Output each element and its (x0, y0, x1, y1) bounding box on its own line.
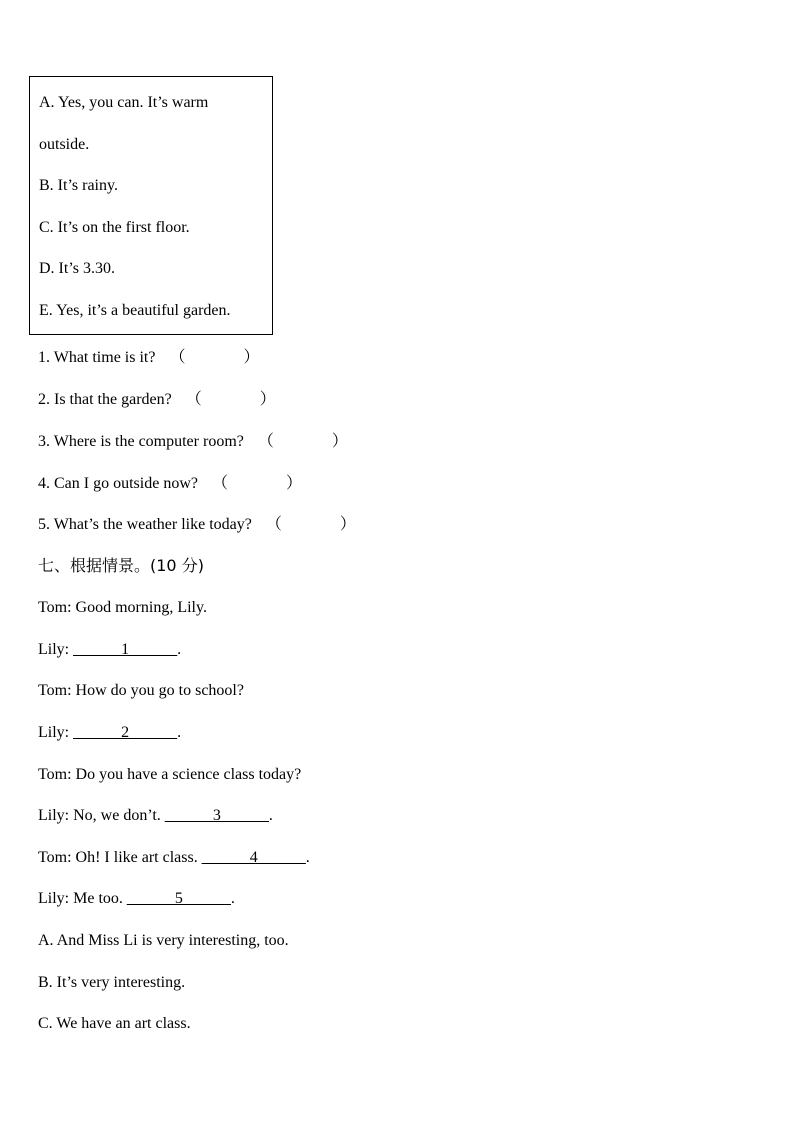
answer-paren-open: （ (265, 516, 282, 533)
speaker: Lily: (38, 890, 70, 907)
dialogue-line-8 (38, 889, 235, 909)
option-c: C. It’s on the first floor. (39, 219, 190, 236)
answer-paren-close: ） (331, 433, 348, 450)
answer-blank-5[interactable]: ______5______ (126, 890, 231, 907)
question-text: 2. Is that the garden? (38, 391, 172, 408)
speaker: Lily: (38, 807, 70, 824)
sentence-end: . (177, 641, 182, 658)
answer-paren-open: （ (211, 475, 228, 492)
option-a-line1: A. Yes, you can. It’s warm (39, 94, 209, 111)
answer-paren-close: ） (339, 516, 356, 533)
dialogue-line-6 (38, 806, 273, 826)
answer-blank-3[interactable]: ______3______ (164, 807, 269, 824)
option-b: B. It’s rainy. (39, 177, 118, 194)
speaker: Tom: (38, 599, 72, 616)
answer-paren-open: （ (257, 433, 274, 450)
dialogue-text: Good morning, Lily. (75, 599, 207, 616)
options-box (29, 76, 273, 335)
answer-option-a: A. And Miss Li is very interesting, too. (38, 932, 289, 949)
option-a-line2: outside. (39, 136, 90, 153)
option-d: D. It’s 3.30. (39, 260, 115, 277)
question-3 (38, 432, 348, 452)
answer-option-c: C. We have an art class. (38, 1015, 191, 1032)
dialogue-text: No, we don’t. (73, 807, 165, 824)
question-5 (38, 515, 356, 535)
section-heading: 七、根据情景。(10 分) (38, 556, 204, 575)
answer-blank-1[interactable]: ______1______ (73, 641, 178, 658)
sentence-end: . (230, 890, 235, 907)
speaker: Tom: (38, 682, 72, 699)
dialogue-line-3 (38, 681, 244, 701)
answer-blank-4[interactable]: ______4______ (201, 849, 306, 866)
question-text: 1. What time is it? (38, 349, 156, 366)
speaker: Tom: (38, 766, 72, 783)
dialogue-line-1 (38, 598, 207, 618)
answer-paren-close: ） (286, 475, 303, 492)
speaker: Tom: (38, 849, 72, 866)
sentence-end: . (268, 807, 273, 824)
question-text: 3. Where is the computer room? (38, 433, 244, 450)
answer-paren-open: （ (185, 391, 202, 408)
answer-paren-close: ） (243, 349, 260, 366)
answer-paren-open: （ (169, 349, 186, 366)
answer-paren-close: ） (259, 391, 276, 408)
answer-blank-2[interactable]: ______2______ (73, 724, 178, 741)
question-2 (38, 390, 276, 410)
question-text: 4. Can I go outside now? (38, 475, 198, 492)
dialogue-text: Do you have a science class today? (75, 766, 302, 783)
dialogue-text: How do you go to school? (75, 682, 244, 699)
speaker: Lily: (38, 724, 70, 741)
question-text: 5. What’s the weather like today? (38, 516, 252, 533)
sentence-end: . (305, 849, 310, 866)
speaker: Lily: (38, 641, 70, 658)
dialogue-line-5 (38, 765, 301, 785)
option-e: E. Yes, it’s a beautiful garden. (39, 302, 231, 319)
dialogue-line-2 (38, 640, 181, 660)
question-1 (38, 348, 260, 368)
answer-option-b: B. It’s very interesting. (38, 974, 186, 991)
dialogue-line-4 (38, 723, 181, 743)
dialogue-text: Oh! I like art class. (75, 849, 202, 866)
dialogue-text: Me too. (73, 890, 127, 907)
dialogue-line-7 (38, 848, 310, 868)
question-4 (38, 474, 302, 494)
sentence-end: . (177, 724, 182, 741)
